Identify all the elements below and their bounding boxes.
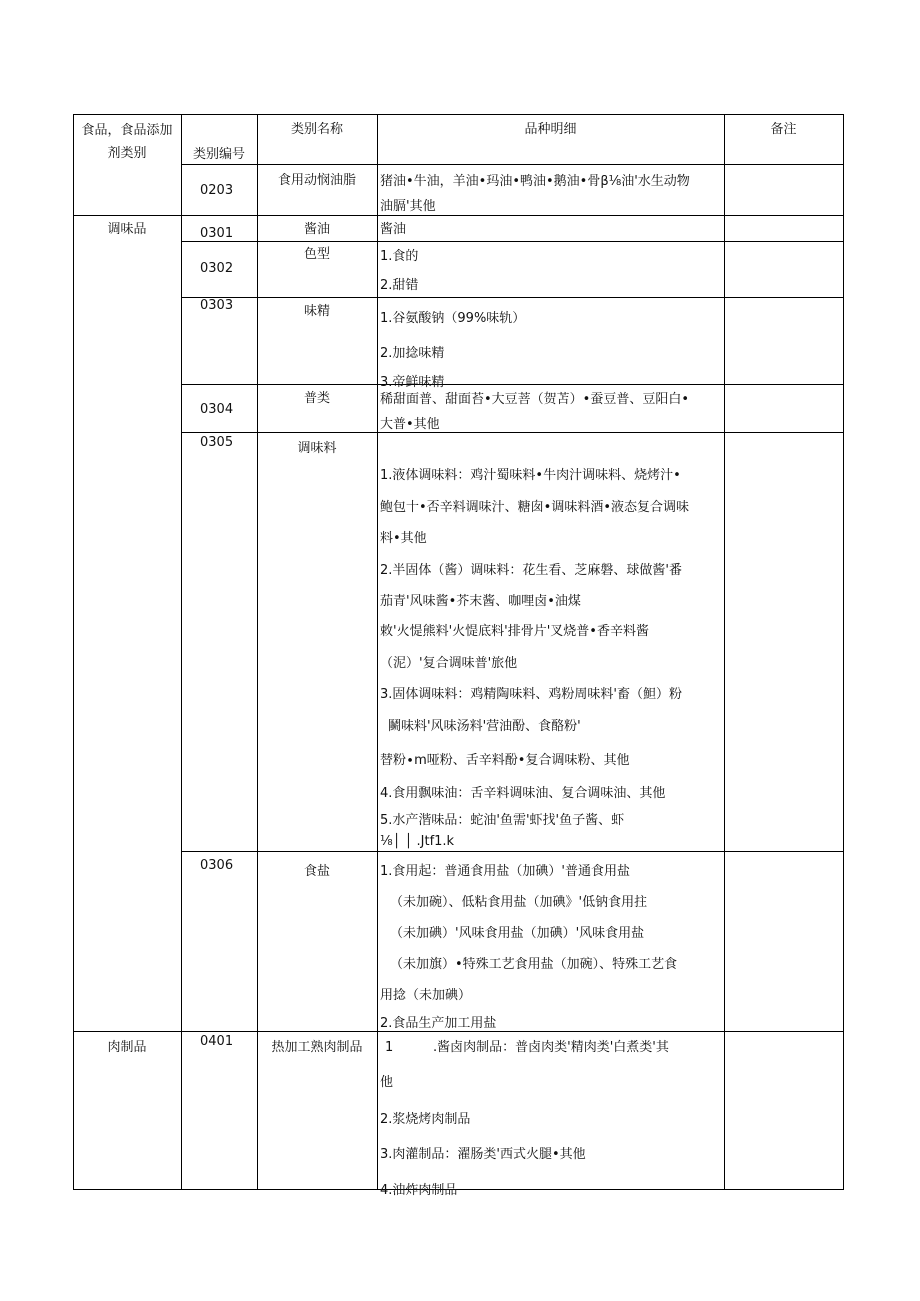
code-0301: 0301: [200, 226, 234, 241]
header-category-line1: 食品，食品添加: [81, 123, 173, 138]
detail-0305-line13: ⅛│ │ .Jtf1.k: [380, 834, 455, 849]
detail-0401-line3: 2.浆烧烤肉制品: [380, 1112, 471, 1127]
code-0303: 0303: [200, 298, 234, 313]
name-0203: 食用动悯油脂: [277, 173, 356, 188]
detail-0401-clip: [378, 1032, 724, 1198]
row-divider: [181, 384, 844, 385]
group-seasoning: 调味品: [107, 222, 147, 237]
name-0303: 味精: [303, 304, 330, 319]
row-divider: [181, 164, 844, 165]
column-divider: [377, 114, 378, 1190]
column-divider: [257, 114, 258, 1190]
detail-0305-line12: 5.水产湝味品：蛇油'鱼需'虾找'鱼子酱、虾: [380, 813, 625, 828]
detail-0306-line4: （未加旗）•特殊工艺食用盐（加碗）、特殊工艺食: [390, 957, 678, 972]
detail-0305-line1: 1.液体调味料：鸡汁蜀味料•牛肉汁调味料、烧烤汁•: [380, 468, 681, 483]
table-border-left: [73, 114, 74, 1190]
detail-0305-line6: 敕'火惿熊料'火惿底料'排骨片'叉烧普•香辛料酱: [380, 624, 649, 639]
detail-0302-line1: 1.食的: [380, 249, 419, 264]
detail-0303-line2: 2.加捻味精: [380, 346, 445, 361]
detail-0305-line2: 鲍包十•否辛料调味汁、糖囱•调味料酒•液态复合调味: [380, 500, 690, 515]
detail-0303-line1: 1.谷氨酸钠（99%味轨）: [380, 311, 526, 326]
detail-0306-line5: 用捻（未加碘）: [380, 988, 472, 1003]
detail-0301: 酱油: [380, 222, 407, 237]
detail-0305-line8: 3.固体调味料：鸡精陶味料、鸡粉周味料'畜（䱇）粉: [380, 687, 682, 702]
header-category-line2: 剂类别: [107, 146, 147, 161]
detail-0305-line7: （泥）'复合调味普'旅他: [380, 656, 518, 671]
detail-0305-line4: 2.半固体（酱）调味料：花生看、芝麻磐、球做酱'番: [380, 563, 682, 578]
detail-0401-num: 1: [385, 1040, 394, 1055]
name-0302: 色型: [303, 247, 330, 262]
name-0305: 调味料: [297, 441, 337, 456]
row-divider: [181, 851, 844, 852]
row-divider: [181, 241, 844, 242]
row-divider: [73, 215, 844, 216]
group-meat: 肉制品: [107, 1040, 147, 1055]
column-divider: [724, 114, 725, 1190]
code-0306: 0306: [200, 858, 234, 873]
code-0304: 0304: [200, 402, 234, 417]
detail-0305-line3: 料•其他: [380, 531, 427, 546]
name-0304: 普类: [303, 391, 330, 406]
header-detail: 品种明细: [524, 122, 577, 137]
detail-0401-line1: .酱卤肉制品：普卤肉类'精肉类'白煮类'其: [433, 1040, 669, 1055]
header-name: 类别名称: [290, 122, 343, 137]
name-0306: 食盐: [303, 864, 330, 879]
detail-0306-line2: （未加碗）、低粘食用盐（加碘》'低钠食用拄: [390, 895, 648, 910]
detail-0306-line6: 2.食品生产加工用盐: [380, 1016, 497, 1031]
table-border-right: [843, 114, 844, 1190]
code-0203: 0203: [200, 183, 234, 198]
header-remark: 备注: [770, 122, 797, 137]
header-code: 类别编号: [192, 147, 245, 162]
detail-0304-line1: 稀甜面普、甜面苔•大豆菩（贺苫）•蚕豆普、豆阳白•: [380, 392, 690, 407]
detail-0305-line10: 替粉∙m哑粉、舌辛料酚•复合调味粉、其他: [380, 753, 630, 768]
code-0302: 0302: [200, 261, 234, 276]
detail-0306-line1: 1.食用起：普通食用盐（加碘）'普通食用盐: [380, 864, 630, 879]
detail-0401-line2: 他: [380, 1075, 394, 1090]
detail-0203-line2: 油膈'其他: [380, 199, 436, 214]
name-0301: 酱油: [303, 222, 330, 237]
detail-0305-line9: 鬭味料'风味汤料'营油酚、食酪粉': [388, 719, 581, 734]
column-divider: [181, 114, 182, 1190]
table-border-bottom: [73, 1189, 844, 1190]
row-divider: [181, 432, 844, 433]
detail-0303-line3: 3.帝鲜味精: [380, 375, 445, 390]
detail-0306-line3: （未加碘）'风味食用盐（加碘）'风味食用盐: [390, 926, 645, 941]
code-0305: 0305: [200, 435, 234, 450]
detail-0305-line5: 茄青'风味酱•芥末酱、咖哩卤•油煤: [380, 594, 581, 609]
detail-0203-line1: 猪油•牛油，羊油•玛油•鸭油•鹅油•骨β⅛油'水生动物: [380, 174, 690, 189]
detail-0401-line4: 3.肉灌制品：濯肠类'西式火腿•其他: [380, 1147, 586, 1162]
detail-0302-line2: 2.甜错: [380, 278, 419, 293]
table-border-top: [73, 114, 844, 115]
detail-0305-line11: 4.食用飘味油：舌辛料调味油、复合调味油、其他: [380, 786, 666, 801]
code-0401: 0401: [200, 1034, 234, 1049]
name-0401: 热加工熟肉制品: [271, 1040, 363, 1055]
detail-0303-clip: [378, 298, 724, 390]
detail-0401-line5: 4.油炸肉制品: [380, 1183, 458, 1198]
detail-0304-line2: 大普•其他: [380, 417, 440, 432]
